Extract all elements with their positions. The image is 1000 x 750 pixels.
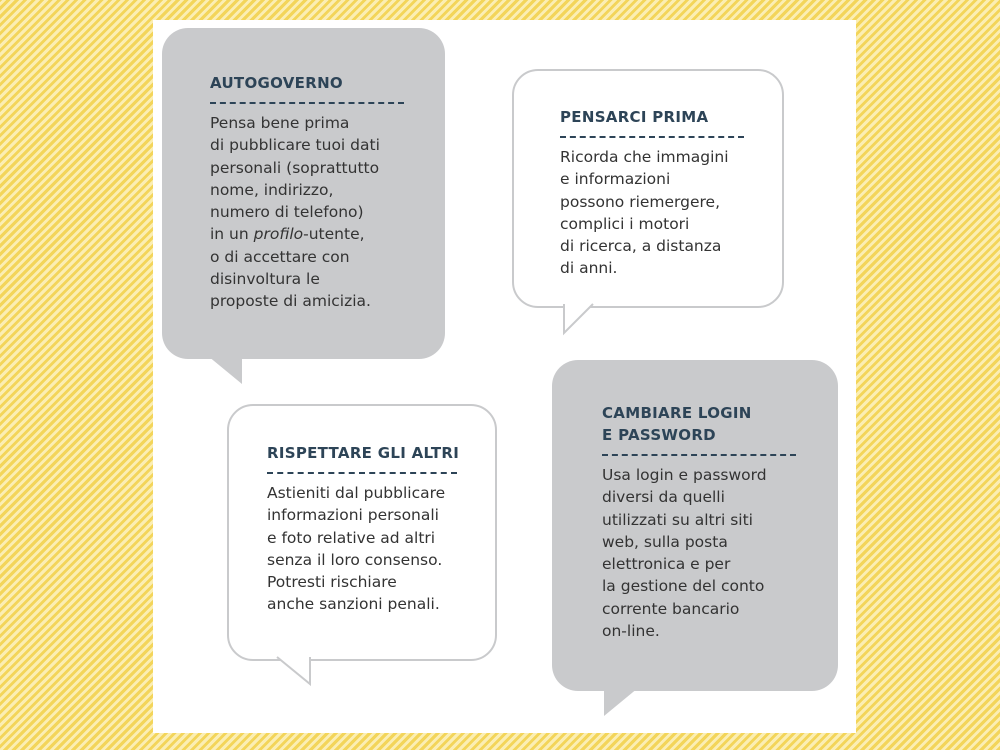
bubble-text: Pensa bene prima di pubblicare tuoi dati personali (soprattutto nome, indirizzo, numero di telefono) in un profilo-utente, o di accettare con disinvoltura le proposte di amicizia. — [210, 114, 380, 311]
bubble-title: RISPETTARE GLI ALTRI — [267, 444, 460, 462]
dashed-divider — [210, 102, 404, 104]
bubble-title: CAMBIARE LOGIN E PASSWORD — [602, 404, 752, 444]
speech-bubble-tail — [602, 688, 642, 718]
speech-bubble-tail — [562, 304, 602, 338]
bubble-text: Usa login e password diversi da quelli utilizzati su altri siti web, sulla posta elettronica e per la gestione del conto corrente bancario on-line. — [602, 466, 767, 641]
speech-bubble-cambiare-login — [552, 360, 838, 691]
bubble-text: Astieniti dal pubblicare informazioni personali e foto relative ad altri senza il loro consenso. Potresti rischiare anche sanzioni penali. — [267, 484, 446, 614]
dashed-divider — [267, 472, 457, 474]
speech-bubble-pensarci-prima — [512, 69, 784, 308]
speech-bubble-tail — [277, 657, 317, 691]
bubble-text: Ricorda che immagini e informazioni possono riemergere, complici i motori di ricerca, a distanza di anni. — [560, 148, 729, 278]
speech-bubble-rispettare-gli-altri — [227, 404, 497, 661]
bubble-title: AUTOGOVERNO — [210, 74, 343, 92]
dashed-divider — [602, 454, 796, 456]
dashed-divider — [560, 136, 744, 138]
speech-bubble-tail — [208, 356, 248, 386]
speech-bubble-autogoverno — [162, 28, 445, 359]
infographic-panel — [153, 20, 856, 733]
bubble-title: PENSARCI PRIMA — [560, 108, 709, 126]
